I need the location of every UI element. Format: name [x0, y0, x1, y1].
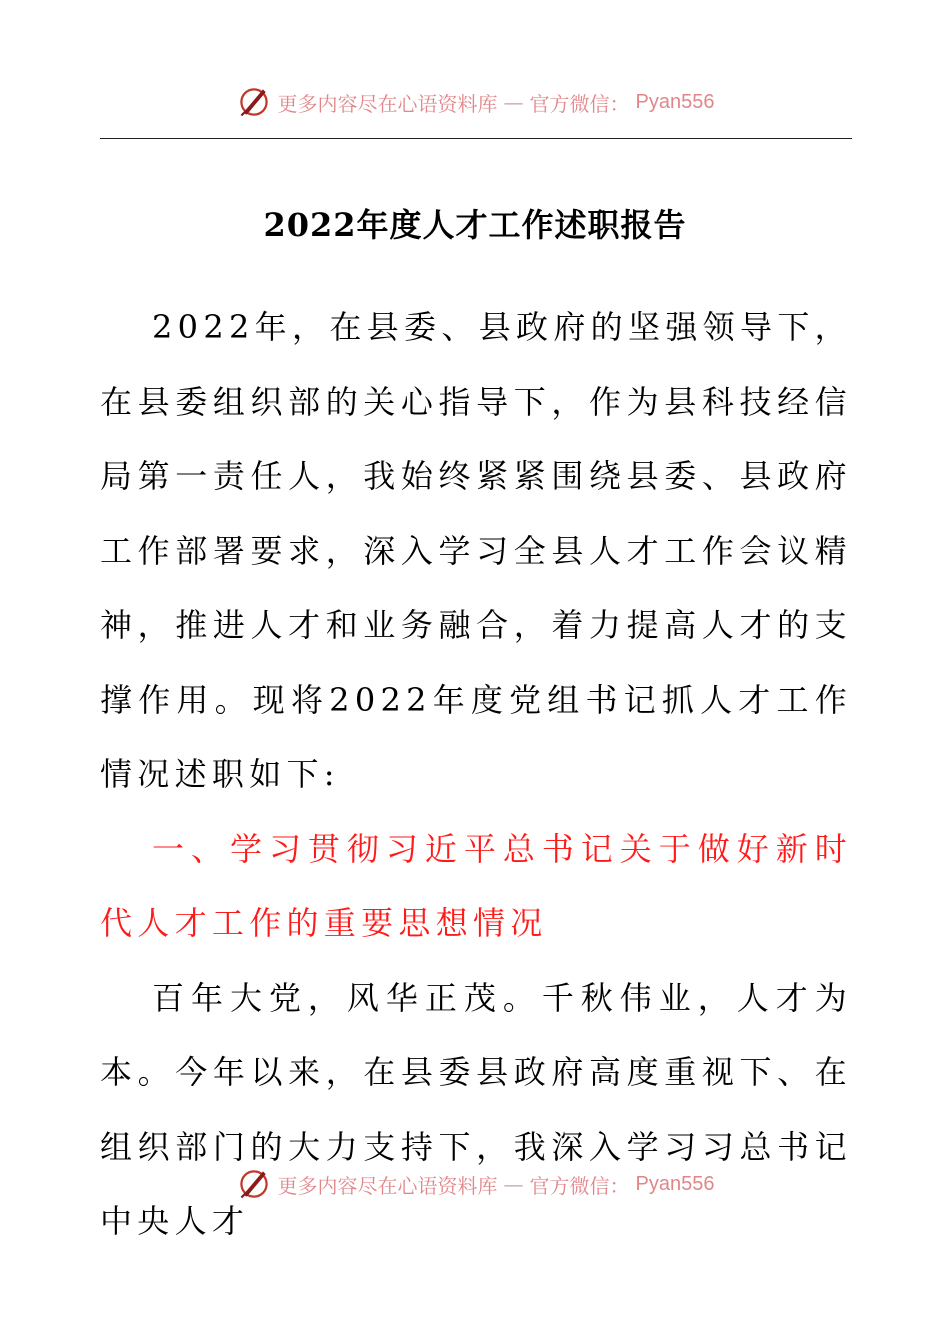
watermark-wechat-id: Pyan556 [635, 90, 715, 113]
section-heading: 一、学习贯彻习近平总书记关于做好新时代人才工作的重要思想情况 [100, 829, 852, 942]
watermark-wechat-label: 官方微信： [529, 91, 630, 116]
header-divider [100, 138, 852, 139]
body-paragraph: 2022年，在县委、县政府的坚强领导下，在县委组织部的关心指导下，作为县科技经信局第一责任人，我始终紧紧围绕县委、县政府工作部署要求，深入学习全县人才工作会议精神，推进人才和业务融合，着力提高人才的支撑作用。现将2022年度党组书记抓人才工作情况述职如下: [100, 308, 852, 793]
watermark-wechat-id: Pyan556 [635, 1172, 715, 1195]
watermark-separator: — [503, 90, 524, 114]
quill-logo-icon [236, 84, 272, 120]
watermark-text: 更多内容尽在心语资料库 [277, 91, 498, 116]
document-body [100, 290, 852, 1259]
header-watermark [0, 82, 950, 122]
quill-logo-icon [236, 1166, 272, 1202]
document-title: 2022年度人才工作述职报告 [263, 206, 687, 244]
watermark-separator: — [503, 1172, 524, 1196]
watermark-banner [236, 1166, 715, 1202]
body-paragraph: 百年大党，风华正茂。千秋伟业，人才为本。今年以来，在县委县政府高度重视下、在组织部门的大力支持下，我深入学习习总书记中央人才 [100, 978, 852, 1240]
watermark-banner [236, 84, 715, 120]
watermark-text: 更多内容尽在心语资料库 [277, 1173, 498, 1198]
watermark-wechat-label: 官方微信： [529, 1173, 630, 1198]
footer-watermark [0, 1164, 950, 1204]
